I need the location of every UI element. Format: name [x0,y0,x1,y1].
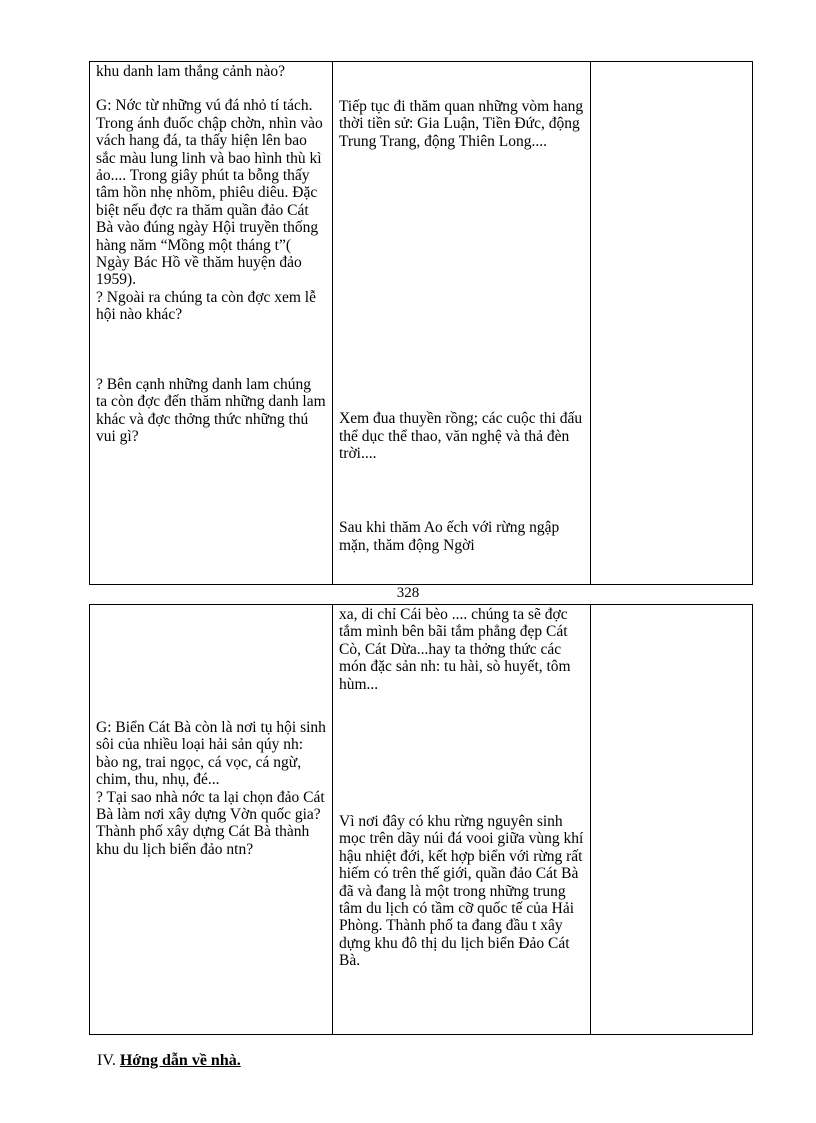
question-text: ? Tại sao nhà nớc ta lại chọn đảo Cát Bà làm nơi xây dựng Vờn quốc gia? Thành phố xây dựng Cát Bà thành khu du lịch biển đảo ntn? [96,788,325,858]
answer-text: Tiếp tục đi thăm quan những vòm hang thời tiền sử: Gia Luận, Tiền Đức, động Trung Trang, động Thiên Long.... [339,98,584,150]
section-number: IV. [97,1052,116,1069]
section-heading [97,1052,241,1070]
lesson-table-page-top [89,61,753,585]
question-text: ? Bên cạnh những danh lam chúng ta còn đợc đến thăm những danh lam khác và đợc thởng thức những thú vui gì? [96,375,326,445]
notes-cell [591,605,753,1035]
teacher-explanation-text: G: Nớc từ những vú đá nhỏ tí tách. Trong ánh đuốc chập chờn, nhìn vào vách hang đá, ta thấy hiện lên bao sắc màu lung linh và bao hình thù kì ảo.... Trong giây phút ta bỗng thấy tâm hồn nhẹ nhõm, phiêu diêu. Đặc biệt nếu đợc ra thăm quần đảo Cát Bà vào đúng ngày Hội truyền thống hàng năm “Mồng một tháng t”( Ngày Bác Hồ về thăm huyện đảo 1959). [96,97,323,289]
teacher-activity-cell [90,605,333,1035]
section-title: Hớng dẫn về nhà. [119,1052,241,1069]
answer-text: Xem đua thuyền rồng; các cuộc thi đấu thể dục thể thao, văn nghệ và thả đèn trời.... [339,410,583,463]
teacher-activity-cell [90,62,333,585]
question-text: khu danh lam thắng cảnh nào? [96,63,285,80]
teacher-explanation-text: G: Biển Cát Bà còn là nơi tụ hội sinh sôi của nhiều loại hải sản qúy nh: bào ng, trai ngọc, cá vọc, cá ngừ, chim, thu, nhụ, đé... [96,719,326,789]
student-activity-cell [333,62,591,585]
answer-text: Sau khi thăm Ao ếch với rừng ngập mặn, thăm động Ngời [339,519,560,554]
question-text: ? Ngoài ra chúng ta còn đợc xem lễ hội nào khác? [96,288,316,324]
answer-text: xa, di chỉ Cái bèo .... chúng ta sẽ đợc tắm mình bên bãi tắm phẳng đẹp Cát Cò, Cát Dừa...hay ta thởng thức các món đặc sản nh: tu hài, sò huyết, tôm hùm... [339,606,571,693]
answer-text: Vì nơi đây có khu rừng nguyên sinh mọc trên dãy núi đá vooi giữa vùng khí hậu nhiệt đới, kết hợp biển với rừng rất hiếm có trên thế giới, quần đảo Cát Bà đã và đang là một trong những trung tâm du lịch có tầm cỡ quốc tế của Hải Phòng. Thành phố ta đang đầu t xây dựng khu đô thị du lịch biển Đảo Cát Bà. [339,813,584,970]
page-number: 328 [396,585,420,601]
notes-cell [591,62,753,585]
student-activity-cell [333,605,591,1035]
lesson-table-page-bottom [89,604,753,1035]
